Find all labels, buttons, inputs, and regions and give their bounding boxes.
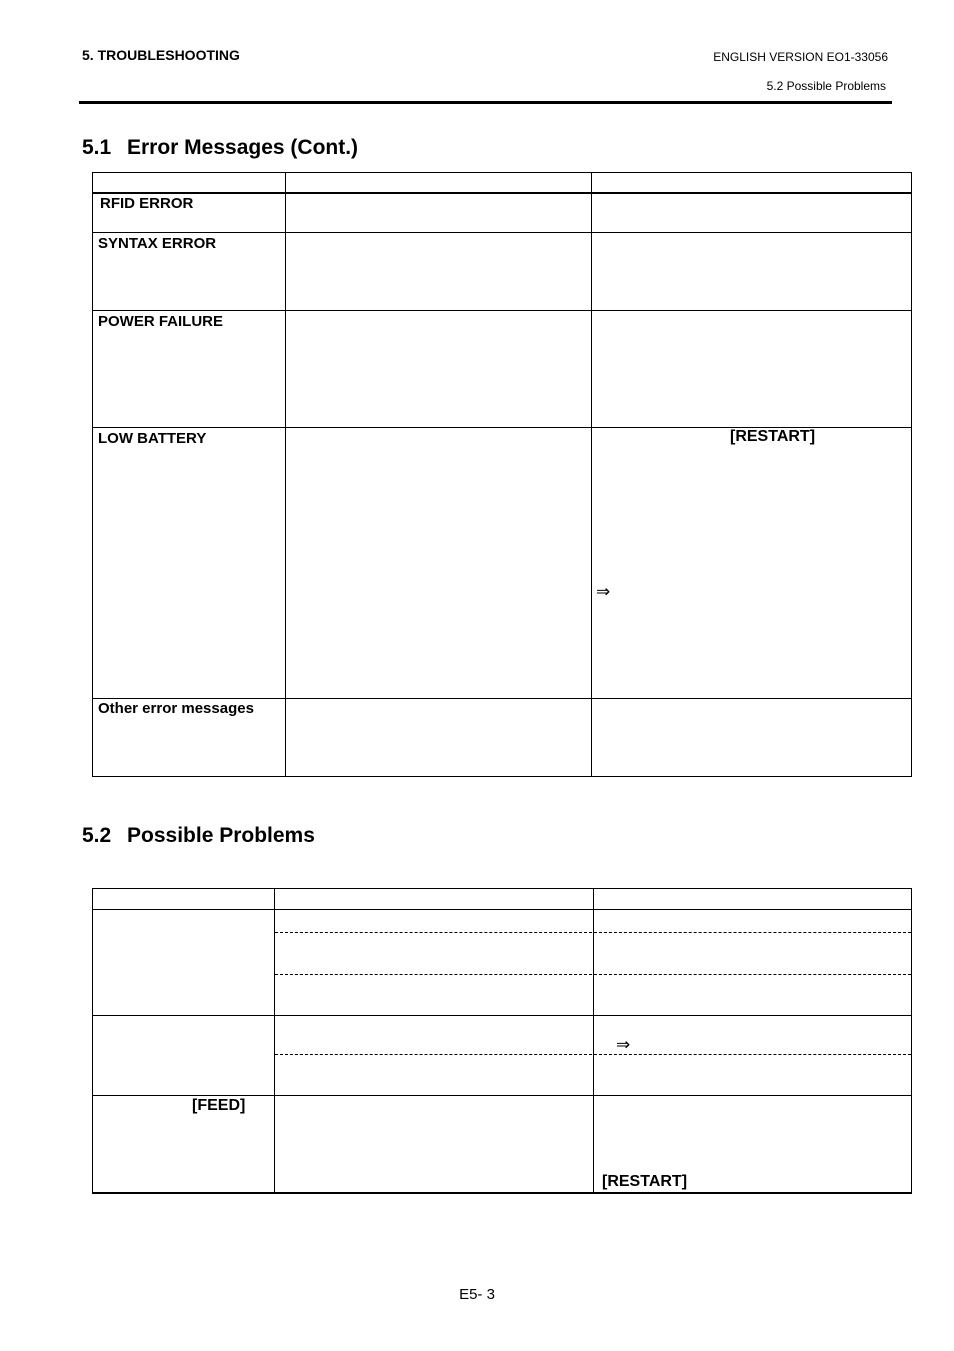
error-label-low-battery: LOW BATTERY: [98, 430, 207, 447]
section-heading-5-2: [82, 824, 315, 848]
section-number: 5.1: [82, 136, 112, 159]
section-heading-5-1: [82, 136, 358, 160]
table-border: [92, 1192, 912, 1194]
row-divider: [92, 698, 912, 699]
table-border: [92, 888, 93, 1193]
section-reference: 5.2 Possible Problems: [766, 79, 886, 93]
table-border: [911, 172, 912, 777]
restart-key-label: [RESTART]: [602, 1173, 688, 1190]
row-divider: [92, 1095, 912, 1096]
restart-key-label: [RESTART]: [730, 428, 816, 445]
row-divider: [92, 310, 912, 311]
table-header-rule: [92, 909, 912, 910]
document-version: ENGLISH VERSION EO1-33056: [713, 50, 888, 64]
arrow-icon: ⇒: [596, 582, 611, 601]
column-divider: [285, 172, 286, 777]
section-title: Error Messages (Cont.): [127, 136, 359, 159]
column-divider: [274, 888, 275, 1193]
table-border: [92, 172, 912, 173]
error-label-rfid: RFID ERROR: [100, 195, 194, 212]
error-label-other: Other error messages: [98, 700, 254, 717]
column-divider: [593, 888, 594, 1193]
section-number: 5.2: [82, 824, 112, 847]
arrow-icon: ⇒: [616, 1035, 631, 1054]
chapter-title: 5. TROUBLESHOOTING: [82, 47, 240, 63]
feed-key-label: [FEED]: [192, 1097, 246, 1114]
error-label-power-failure: POWER FAILURE: [98, 313, 224, 330]
table-border: [911, 888, 912, 1193]
row-divider: [92, 232, 912, 233]
section-title: Possible Problems: [127, 824, 315, 847]
column-divider: [591, 172, 592, 777]
table-border: [92, 888, 912, 889]
header-rule: [79, 101, 892, 104]
table-header-rule: [92, 192, 912, 194]
table-border: [92, 776, 912, 777]
error-label-syntax: SYNTAX ERROR: [98, 235, 217, 252]
table-border: [92, 172, 93, 777]
page-number: E5- 3: [459, 1286, 495, 1303]
row-divider: [92, 1015, 912, 1016]
